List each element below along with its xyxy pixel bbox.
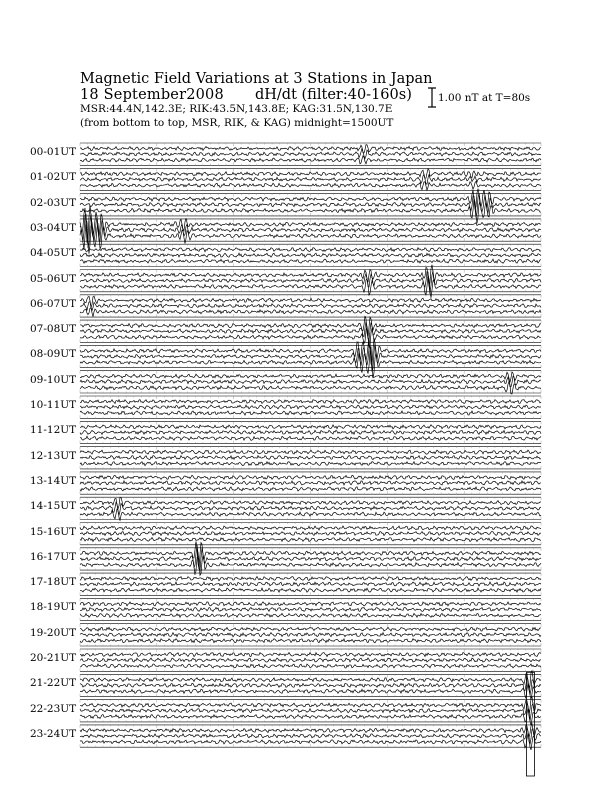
trace-row — [80, 396, 541, 418]
trace-kag — [80, 526, 541, 530]
trace-row — [80, 624, 541, 646]
row-label: 15-16UT — [30, 525, 77, 538]
trace-row — [80, 143, 541, 165]
trace-kag — [80, 475, 541, 479]
row-label: 02-03UT — [30, 196, 77, 209]
trace-row — [80, 472, 541, 494]
trace-row — [80, 421, 541, 443]
trace-row — [80, 523, 541, 545]
trace-kag — [80, 450, 541, 454]
minute-ticks — [80, 700, 541, 722]
trace-kag — [80, 653, 541, 657]
row-label: 08-09UT — [30, 348, 77, 361]
trace-msr — [80, 436, 541, 440]
row-label: 11-12UT — [30, 424, 77, 437]
trace-rik — [80, 582, 541, 586]
trace-msr — [80, 487, 541, 491]
trace-row — [80, 497, 541, 520]
trace-msr — [80, 326, 541, 347]
trace-kag — [80, 425, 541, 429]
trace-row — [80, 189, 541, 224]
trace-rik — [80, 430, 541, 434]
trace-row — [80, 724, 541, 750]
trace-rik — [80, 405, 541, 409]
trace-msr — [80, 462, 541, 466]
trace-row — [80, 598, 541, 620]
scale-bar-label: 1.00 nT at T=80s — [438, 92, 531, 104]
trace-kag — [80, 671, 541, 691]
row-label: 21-22UT — [30, 677, 77, 690]
row-label: 17-18UT — [30, 576, 77, 589]
trace-kag — [80, 400, 541, 404]
row-label: 06-07UT — [30, 297, 77, 310]
row-label: 12-13UT — [30, 449, 77, 462]
row-label: 04-05UT — [30, 247, 77, 260]
trace-rik — [80, 253, 541, 257]
row-label: 16-17UT — [30, 550, 77, 563]
scale-bar-icon — [428, 88, 436, 107]
trace-row — [80, 649, 541, 671]
trace-row — [80, 541, 541, 575]
row-label: 23-24UT — [30, 727, 77, 740]
row-label: 19-20UT — [30, 626, 77, 639]
row-label: 01-02UT — [30, 171, 77, 184]
row-label: 14-15UT — [30, 500, 77, 513]
minute-ticks — [80, 725, 541, 747]
trace-row — [80, 573, 541, 595]
trace-kag — [80, 602, 541, 606]
row-label: 05-06UT — [30, 272, 77, 285]
trace-row — [80, 295, 541, 317]
chart-title: Magnetic Field Variations at 3 Stations in Japan — [80, 71, 433, 87]
trace-rik — [80, 481, 541, 485]
trace-kag — [80, 627, 541, 631]
trace-row — [80, 265, 541, 298]
trace-msr — [80, 552, 541, 575]
row-label: 00-01UT — [30, 146, 77, 158]
trace-msr — [80, 259, 541, 263]
trace-msr — [80, 664, 541, 668]
row-label: 07-08UT — [30, 323, 77, 336]
trace-rik — [80, 456, 541, 460]
trace-msr — [80, 588, 541, 592]
trace-kag — [80, 577, 541, 581]
trace-msr — [80, 613, 541, 617]
trace-row — [80, 447, 541, 469]
row-label: 03-04UT — [30, 221, 77, 234]
trace-row — [80, 371, 541, 394]
trace-msr — [80, 537, 541, 541]
minute-ticks — [80, 674, 541, 696]
filter-label: dH/dt (filter:40-160s) — [255, 87, 412, 103]
row-label: 09-10UT — [30, 373, 77, 386]
row-label: 18-19UT — [30, 601, 77, 614]
trace-msr — [80, 274, 541, 297]
row-label: 10-11UT — [30, 399, 77, 411]
trace-row — [80, 671, 541, 700]
trace-row — [80, 244, 541, 266]
trace-row — [80, 316, 541, 347]
order-note: (from bottom to top, MSR, RIK, & KAG) midnight=1500UT — [80, 117, 394, 129]
row-label: 20-21UT — [30, 652, 77, 664]
row-label: 13-14UT — [30, 474, 77, 487]
trace-rik — [80, 302, 541, 311]
trace-rik — [80, 633, 541, 637]
date-label: 18 September2008 — [80, 87, 224, 103]
trace-msr — [80, 411, 541, 415]
trace-row — [80, 697, 541, 726]
stations-label: MSR:44.4N,142.3E; RIK:43.5N,143.8E; KAG:31.5N,130.7E — [80, 103, 393, 115]
trace-msr — [80, 683, 541, 699]
trace-rik — [80, 148, 541, 158]
trace-rik — [80, 376, 541, 387]
trace-msr — [80, 639, 541, 643]
trace-rik — [80, 174, 541, 184]
trace-rik — [80, 531, 541, 535]
trace-rik — [80, 607, 541, 611]
row-label: 22-23UT — [30, 702, 77, 715]
trace-kag — [80, 316, 541, 338]
trace-row — [80, 168, 541, 190]
trace-kag — [80, 265, 541, 286]
trace-rik — [80, 658, 541, 662]
trace-kag — [80, 248, 541, 252]
